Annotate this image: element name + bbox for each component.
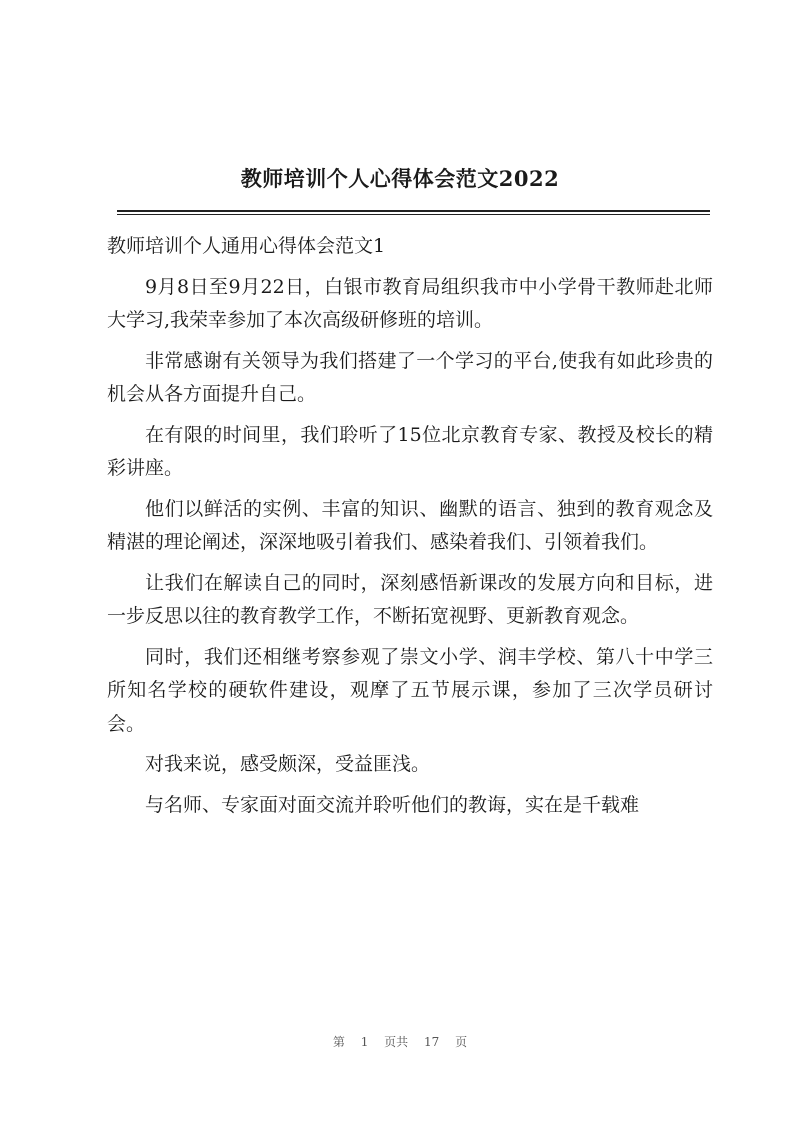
section-subheading: 教师培训个人通用心得体会范文1	[107, 235, 386, 257]
paragraph: 他们以鲜活的实例、丰富的知识、幽默的语言、独到的教育观念及精湛的理论阐述，深深地吸引着我们、感染着我们、引领着我们。	[107, 497, 713, 553]
title-divider-thin	[117, 214, 710, 215]
current-page-number: 1	[360, 1035, 369, 1049]
footer-suffix: 页	[455, 1035, 468, 1049]
title-divider	[117, 210, 710, 212]
total-page-count: 17	[424, 1035, 440, 1049]
paragraph: 非常感谢有关领导为我们搭建了一个学习的平台,使我有如此珍贵的机会从各方面提升自己。	[107, 349, 713, 405]
document-body	[107, 230, 713, 829]
paragraph: 在有限的时间里，我们聆听了15位北京教育专家、教授及校长的精彩讲座。	[107, 423, 713, 479]
paragraph: 同时，我们还相继考察参观了崇文小学、润丰学校、第八十中学三所知名学校的硬软件建设，观摩了五节展示课，参加了三次学员研讨会。	[107, 645, 713, 735]
footer-prefix: 第	[332, 1035, 345, 1049]
page-title: 教师培训个人心得体会范文2022	[240, 166, 560, 191]
paragraph: 对我来说，感受颇深，受益匪浅。	[145, 753, 431, 775]
paragraph: 9月8日至9月22日，白银市教育局组织我市中小学骨干教师赴北师大学习,我荣幸参加了本次高级研修班的培训。	[107, 275, 713, 331]
paragraph: 让我们在解读自己的同时，深刻感悟新课改的发展方向和目标，进一步反思以往的教育教学工作，不断拓宽视野、更新教育观念。	[107, 571, 713, 627]
footer-middle: 页共	[384, 1035, 409, 1049]
paragraph: 与名师、专家面对面交流并聆听他们的教诲，实在是千载难	[145, 793, 640, 816]
page-footer	[0, 1033, 800, 1050]
